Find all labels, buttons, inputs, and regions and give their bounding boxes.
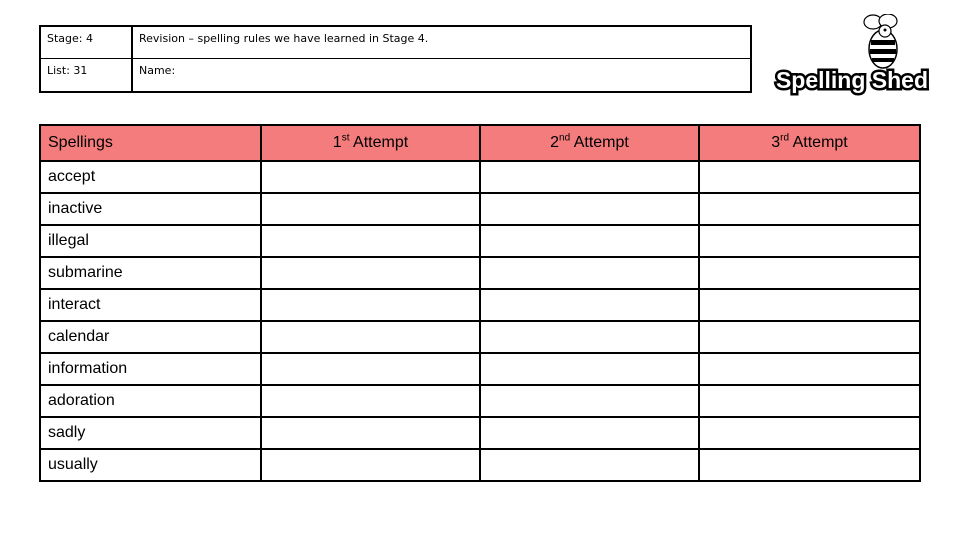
attempt-1-cell[interactable] (261, 161, 480, 193)
attempt-1-cell[interactable] (261, 385, 480, 417)
attempt-3-cell[interactable] (699, 417, 920, 449)
attempt-2-cell[interactable] (480, 321, 699, 353)
table-row (40, 449, 920, 481)
attempt-2-cell[interactable] (480, 225, 699, 257)
column-header-attempt-3: 3rd Attempt (699, 125, 920, 161)
spelling-word: usually (40, 449, 261, 481)
attempt-2-cell[interactable] (480, 257, 699, 289)
spelling-word: accept (40, 161, 261, 193)
attempt-3-cell[interactable] (699, 353, 920, 385)
info-box (39, 25, 752, 93)
column-header-attempt-2: 2nd Attempt (480, 125, 699, 161)
attempt-2-cell[interactable] (480, 193, 699, 225)
attempt-1-cell[interactable] (261, 193, 480, 225)
spelling-word: calendar (40, 321, 261, 353)
attempt-2-cell[interactable] (480, 161, 699, 193)
logo-text: Spelling Shed (775, 67, 929, 93)
table-row (40, 257, 920, 289)
spelling-word: illegal (40, 225, 261, 257)
spelling-word: adoration (40, 385, 261, 417)
attempt-3-cell[interactable] (699, 193, 920, 225)
attempt-2-cell[interactable] (480, 417, 699, 449)
table-row (40, 321, 920, 353)
attempt-2-cell[interactable] (480, 289, 699, 321)
attempt-1-cell[interactable] (261, 321, 480, 353)
attempt-1-cell[interactable] (261, 449, 480, 481)
spelling-word: interact (40, 289, 261, 321)
table-header-row (40, 125, 920, 161)
attempt-1-cell[interactable] (261, 289, 480, 321)
spelling-word: sadly (40, 417, 261, 449)
attempt-1-cell[interactable] (261, 353, 480, 385)
attempt-2-cell[interactable] (480, 449, 699, 481)
spelling-word: information (40, 353, 261, 385)
table-row (40, 161, 920, 193)
attempt-1-cell[interactable] (261, 257, 480, 289)
attempt-2-cell[interactable] (480, 353, 699, 385)
bee-icon (864, 14, 897, 68)
name-label: Name: (139, 64, 176, 77)
column-header-spellings: Spellings (40, 125, 261, 161)
table-row (40, 193, 920, 225)
table-row (40, 385, 920, 417)
table-row (40, 353, 920, 385)
spelling-shed-logo (772, 14, 932, 98)
stage-label: Stage: 4 (41, 27, 133, 59)
table-row (40, 225, 920, 257)
list-label: List: 31 (41, 59, 133, 91)
spelling-table (39, 124, 921, 482)
spelling-word: submarine (40, 257, 261, 289)
attempt-2-cell[interactable] (480, 385, 699, 417)
attempt-1-cell[interactable] (261, 225, 480, 257)
table-row (40, 417, 920, 449)
table-row (40, 289, 920, 321)
attempt-3-cell[interactable] (699, 225, 920, 257)
attempt-3-cell[interactable] (699, 289, 920, 321)
revision-description: Revision – spelling rules we have learned in Stage 4. (133, 27, 750, 59)
spelling-word: inactive (40, 193, 261, 225)
column-header-attempt-1: 1st Attempt (261, 125, 480, 161)
attempt-3-cell[interactable] (699, 321, 920, 353)
attempt-3-cell[interactable] (699, 161, 920, 193)
attempt-3-cell[interactable] (699, 449, 920, 481)
attempt-3-cell[interactable] (699, 257, 920, 289)
attempt-1-cell[interactable] (261, 417, 480, 449)
attempt-3-cell[interactable] (699, 385, 920, 417)
